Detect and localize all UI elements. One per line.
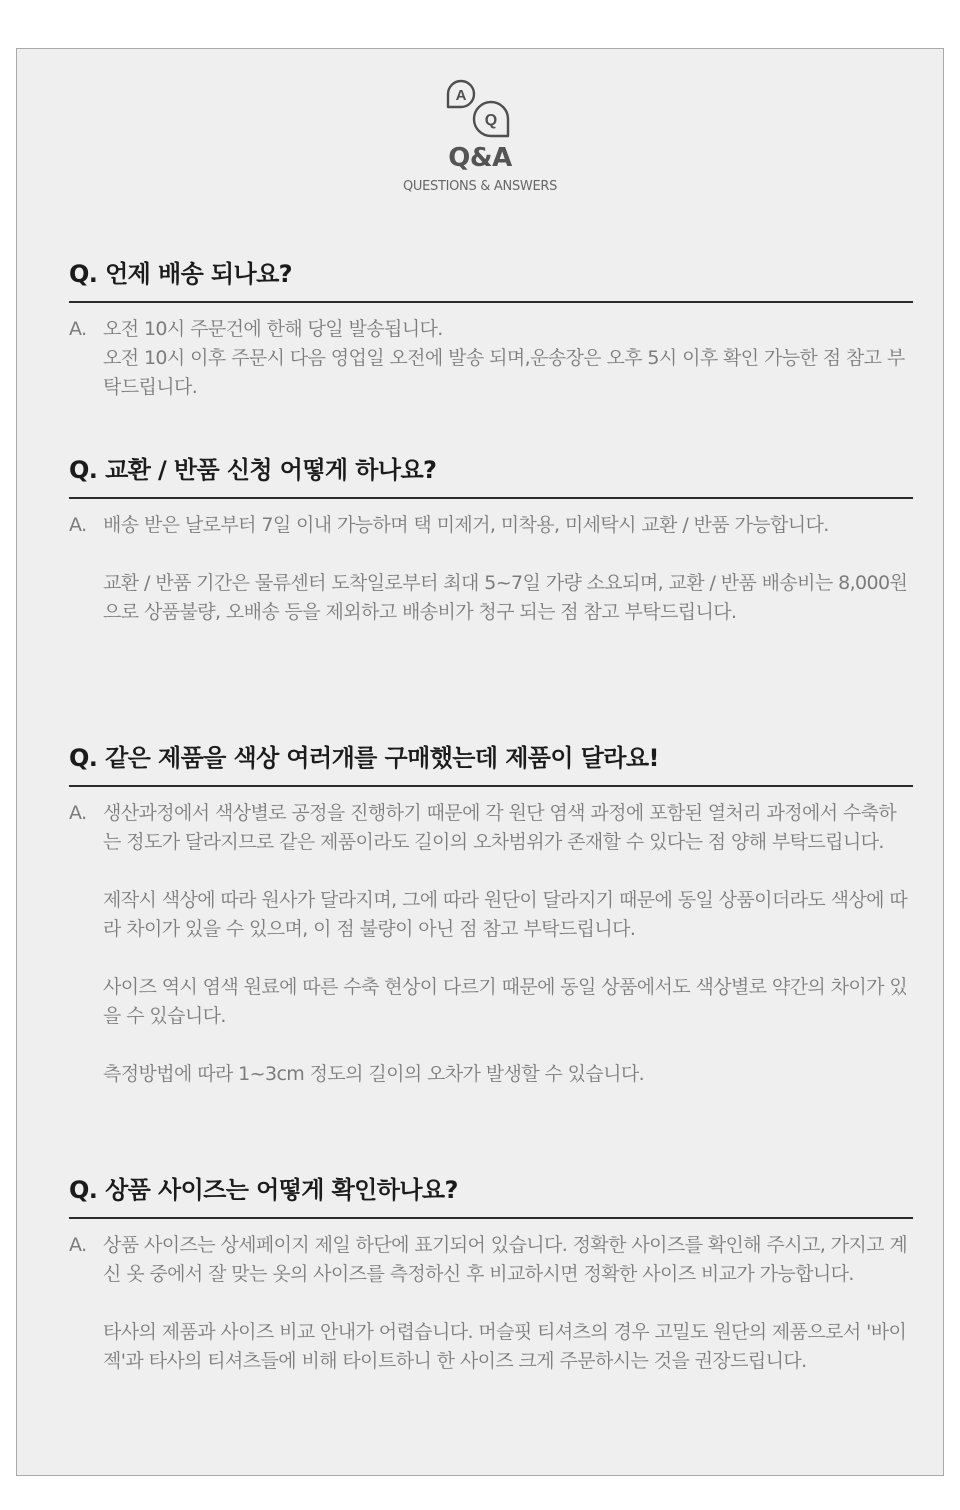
answer-line: 오전 10시 주문건에 한해 당일 발송됩니다. 오전 10시 이후 주문시 다음 영업일 오전에 발송 되며,운송장은 오후 5시 이후 확인 가능한 점 참고 부탁드립니다. bbox=[103, 318, 905, 398]
faq-question: Q. 상품 사이즈는 어떻게 확인하나요? bbox=[69, 1173, 913, 1219]
answer-paragraph: 제작시 색상에 따라 원사가 달라지며, 그에 따라 원단이 달라지기 때문에 동일 상품이더라도 색상에 따라 차이가 있을 수 있으며, 이 점 불량이 아닌 점 참고 부탁드립니다. bbox=[103, 889, 908, 940]
answer-paragraph: 교환 / 반품 기간은 물류센터 도착일로부터 최대 5~7일 가량 소요되며, 교환 / 반품 배송비는 8,000원으로 상품불량, 오배송 등을 제외하고 배송비가 청구 되는 점 참고 부탁드립니다. bbox=[103, 572, 908, 623]
qa-header bbox=[17, 77, 943, 195]
answer-paragraph: 상품 사이즈는 상세페이지 제일 하단에 표기되어 있습니다. 정확한 사이즈를 확인해 주시고, 가지고 계신 옷 중에서 잘 맞는 옷의 사이즈를 측정하신 후 비교하시면 정확한 사이즈 비교가 가능합니다. bbox=[103, 1234, 908, 1285]
faq-item-shipping bbox=[69, 257, 913, 402]
faq-answer bbox=[69, 315, 913, 402]
faq-item-size bbox=[69, 1173, 913, 1376]
answer-paragraph: 생산과정에서 색상별로 공정을 진행하기 때문에 각 원단 염색 과정에 포함된 열처리 과정에서 수축하는 정도가 달라지므로 같은 제품이라도 길이의 오차범위가 존재할 수 있다는 점 양해 부탁드립니다. bbox=[103, 802, 897, 853]
qa-title: Q&A bbox=[448, 143, 512, 173]
answer-paragraph: 사이즈 역시 염색 원료에 따른 수축 현상이 다르기 때문에 동일 상품에서도 색상별로 약간의 차이가 있을 수 있습니다. bbox=[103, 976, 908, 1027]
answer-prefix: A. bbox=[69, 802, 87, 824]
faq-item-exchange-return bbox=[69, 453, 913, 627]
answer-paragraph: 타사의 제품과 사이즈 비교 안내가 어렵습니다. 머슬핏 티셔츠의 경우 고밀도 원단의 제품으로서 '바이젝'과 타사의 티셔츠들에 비해 타이트하니 한 사이즈 크게 주문하시는 것을 권장드립니다. bbox=[103, 1321, 907, 1372]
faq-question: Q. 언제 배송 되나요? bbox=[69, 257, 913, 303]
answer-paragraph: 측정방법에 따라 1~3cm 정도의 길이의 오차가 발생할 수 있습니다. bbox=[103, 1063, 645, 1085]
qa-chat-bubbles-icon bbox=[442, 77, 518, 141]
qa-subtitle: QUESTIONS & ANSWERS bbox=[402, 179, 558, 194]
faq-question: Q. 같은 제품을 색상 여러개를 구매했는데 제품이 달라요! bbox=[69, 741, 913, 787]
faq-item-color-difference bbox=[69, 741, 913, 1089]
faq-answer bbox=[69, 511, 913, 627]
faq-answer bbox=[69, 1231, 913, 1376]
answer-prefix: A. bbox=[69, 318, 87, 340]
icon-letter-q: Q bbox=[484, 112, 498, 129]
answer-prefix: A. bbox=[69, 514, 87, 536]
answer-prefix: A. bbox=[69, 1234, 87, 1256]
faq-question: Q. 교환 / 반품 신청 어떻게 하나요? bbox=[69, 453, 913, 499]
icon-letter-a: A bbox=[455, 87, 467, 104]
answer-paragraph: 배송 받은 날로부터 7일 이내 가능하며 택 미제거, 미착용, 미세탁시 교환 / 반품 가능합니다. bbox=[103, 514, 829, 536]
faq-answer bbox=[69, 799, 913, 1089]
qa-panel bbox=[16, 48, 944, 1476]
answer-paragraph bbox=[103, 315, 913, 402]
